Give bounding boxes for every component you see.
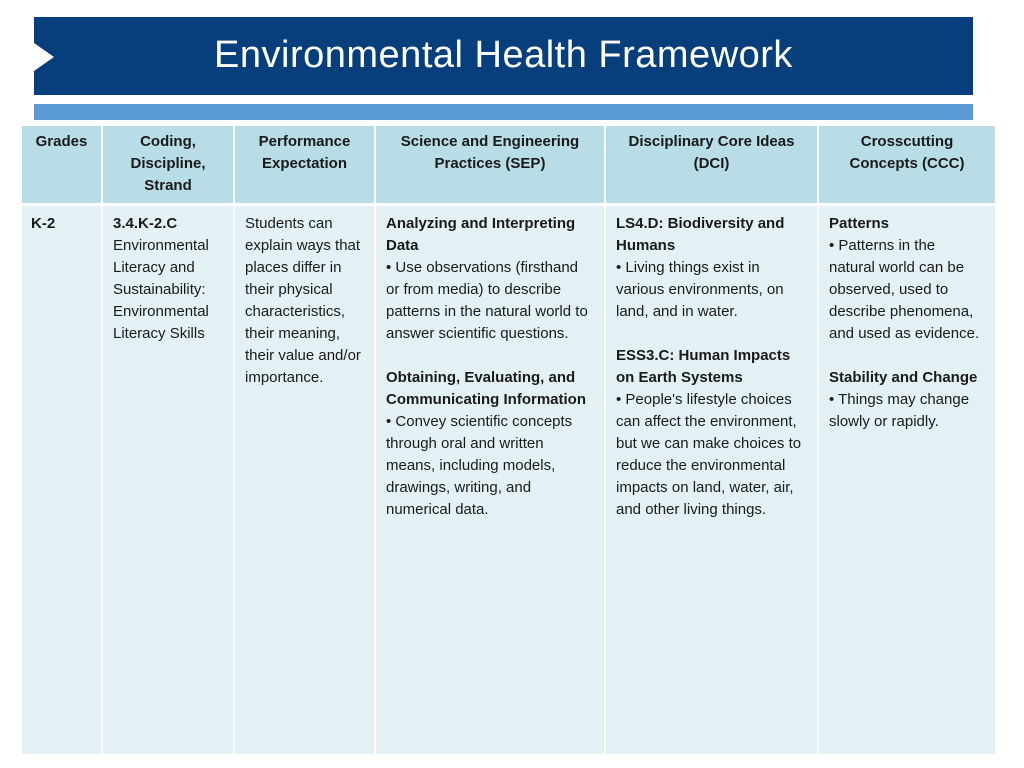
ccc-heading: Stability and Change — [829, 369, 978, 386]
cell-performance — [234, 205, 375, 755]
sep-text: • Use observations (firsthand or from media) to describe patterns in the natural world to answer scientific questions. — [386, 259, 588, 342]
table-row — [22, 205, 995, 755]
header-coding: Coding, Discipline, Strand — [102, 126, 234, 205]
coding-code: 3.4.K-2.C — [113, 215, 178, 232]
cell-sep — [375, 205, 605, 755]
ccc-text: • Patterns in the natural world can be observed, used to describe phenomena, and used as evidence. — [829, 237, 980, 342]
sep-text: • Convey scientific concepts through oral and written means, including models, drawings, writing, and numerical data. — [386, 413, 573, 518]
framework-table — [22, 126, 995, 754]
cell-ccc — [818, 205, 995, 755]
sep-heading: Analyzing and Interpreting Data — [386, 215, 576, 254]
performance-text: Students can explain ways that places differ in their physical characteristics, their meaning, their value and/or importance. — [245, 215, 361, 386]
dci-text: • People's lifestyle choices can affect the environment, but we can make choices to reduce the environmental impacts on land, water, air, and other living things. — [616, 391, 802, 518]
header-performance: Performance Expectation — [234, 126, 375, 205]
coding-text: Environmental Literacy and Sustainability: Environmental Literacy Skills — [113, 237, 209, 342]
ccc-text: • Things may change slowly or rapidly. — [829, 391, 970, 430]
header-dci: Disciplinary Core Ideas (DCI) — [605, 126, 818, 205]
dci-text: • Living things exist in various environments, on land, and in water. — [616, 259, 784, 320]
table-header-row — [22, 126, 995, 205]
accent-bar — [34, 104, 973, 120]
sep-heading: Obtaining, Evaluating, and Communicating Information — [386, 369, 586, 408]
slide-title: Environmental Health Framework — [214, 34, 793, 76]
grades-value: K-2 — [31, 215, 56, 232]
cell-coding — [102, 205, 234, 755]
header-ccc: Crosscutting Concepts (CCC) — [818, 126, 995, 205]
header-grades: Grades — [22, 126, 102, 205]
cell-dci — [605, 205, 818, 755]
cell-grades — [22, 205, 102, 755]
dci-heading: LS4.D: Biodiversity and Humans — [616, 215, 785, 254]
title-bar — [34, 17, 973, 95]
ccc-heading: Patterns — [829, 215, 890, 232]
dci-heading: ESS3.C: Human Impacts on Earth Systems — [616, 347, 791, 386]
header-sep: Science and Engineering Practices (SEP) — [375, 126, 605, 205]
